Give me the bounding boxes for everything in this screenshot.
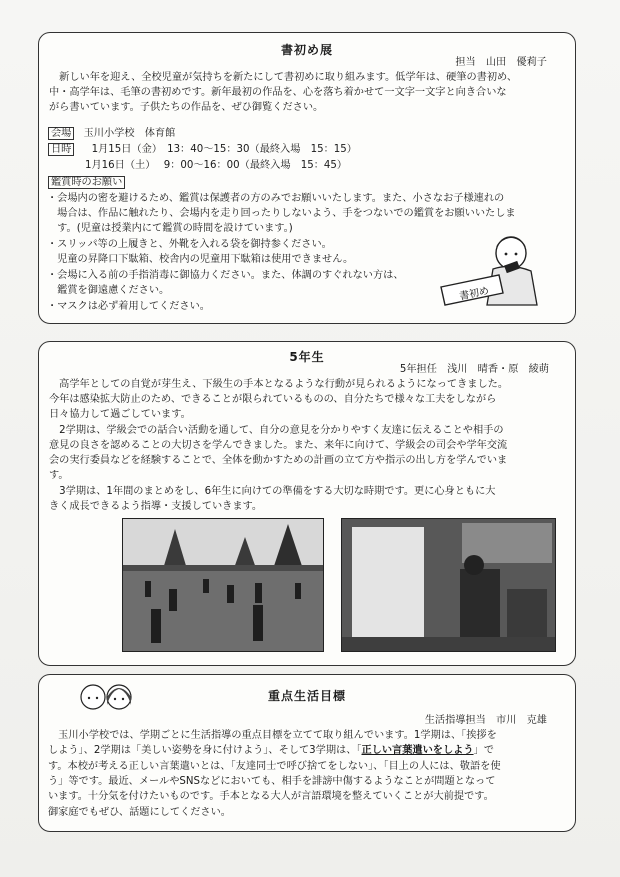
- grade5-paragraph-line: 3学期は、1年間のまとめをし、6年生に向けての準備をする大切な時期です。更に心身ともに大: [49, 486, 496, 497]
- note-line: す。(児童は授業内にて鑑賞の時間を設けています。): [47, 223, 293, 234]
- life-goals-line-2a: しよう」、2学期は「美しい姿勢を身に付けよう」、そして3学期は、「: [48, 745, 362, 756]
- notice-row: [48, 175, 125, 190]
- schoolyard-photo: [122, 518, 324, 652]
- calligraphy-teacher: 担当 山田 優莉子: [455, 57, 547, 68]
- grade5-paragraph-line: 今年は感染拡大防止のため、できることが限られているものの、自分たちで様々な工夫をしながら: [49, 394, 497, 405]
- note-line: ・スリッパ等の上履きと、外靴を入れる袋を御持参ください。: [47, 239, 332, 250]
- life-goals-line: う」等です。最近、メールやSNSなどにおいても、相手を誹謗中傷するようなことが問題となって: [48, 776, 496, 787]
- datetime-label: 日時: [48, 143, 74, 156]
- life-goals-line-2: [48, 743, 494, 758]
- grade5-section: [38, 341, 576, 666]
- life-goals-line: 御家庭でもぜひ、話題にしてください。: [48, 807, 231, 818]
- grade5-teachers: 5年担任 浅川 晴香・原 綾萌: [399, 364, 549, 375]
- calligraphy-title: 書初め展: [280, 43, 333, 57]
- note-line: ・マスクは必ず着用してください。: [47, 301, 210, 312]
- life-goals-section: [38, 674, 576, 832]
- life-goals-teacher: 生活指導担当 市川 克雄: [424, 715, 547, 726]
- grade5-paragraph-line: きく成長できるよう指導・支援していきます。: [49, 501, 263, 512]
- grade5-paragraph-line: 高学年としての自覚が芽生え、下級生の手本となるような行動が見られるようになってきました。: [49, 379, 509, 390]
- classroom-photo: [341, 518, 556, 652]
- notice-label: 鑑賞時のお願い: [48, 176, 125, 189]
- life-goals-line: 玉川小学校では、学期ごとに生活指導の重点目標を立てて取り組んでいます。1学期は、「挨拶を: [48, 730, 497, 741]
- calligraphy-child-illustration: [437, 223, 555, 315]
- date-row-1: [48, 142, 357, 157]
- venue-value: 玉川小学校 体育館: [83, 128, 176, 139]
- grade5-paragraph-line: 2学期は、学級会での話合い活動を通して、自分の意見を分かりやすく友達に伝えることや相手の: [49, 425, 504, 436]
- grade5-paragraph-line: す。: [49, 470, 69, 481]
- note-line: 児童の昇降口下駄箱、校舎内の児童用下駄箱は使用できません。: [47, 254, 354, 265]
- illustration-caption: 書初め: [458, 285, 491, 303]
- grade5-paragraph-line: 意見の良さを認めることの大切さを学んできました。また、来年に向けて、学級会の司会や学年交流: [49, 440, 508, 451]
- note-line: ・会場に入る前の手指消毒に御協力ください。また、体調のすぐれない方は、: [47, 270, 404, 281]
- venue-row: [48, 126, 175, 141]
- calligraphy-intro-line: 新しい年を迎え、全校児童が気持ちを新たにして書初めに取り組みます。低学年は、硬筆の書初め、: [49, 72, 518, 83]
- life-goals-line: す。本校が考える正しい言葉遣いとは、「友達同士で呼び捨てをしない」、「目上の人には、敬語を使: [48, 761, 501, 772]
- note-line: 鑑賞を御遠慮ください。: [47, 285, 170, 296]
- life-goals-line-2b: 」で: [473, 745, 494, 756]
- life-goals-line: います。十分気を付けたいものです。手本となる大人が言語環境を整えていくことが大前提です。: [48, 791, 494, 802]
- grade5-paragraph-line: 日々協力して過ごしています。: [49, 409, 191, 420]
- note-line: 場合は、作品に触れたり、会場内を走り回ったりしないよう、手をつないでの鑑賞をお願いいたしま: [47, 208, 516, 219]
- date-2: 1月16日（土） 9：00～16：00（最終入場 15：45）: [85, 160, 348, 171]
- note-line: ・会場内の密を避けるため、鑑賞は保護者の方のみでお願いいたします。また、小さなお子様連れの: [47, 193, 505, 204]
- calligraphy-intro-line: がら書いています。子供たちの作品を、ぜひ御覧ください。: [49, 102, 324, 113]
- venue-label: 会場: [48, 127, 74, 140]
- calligraphy-exhibition-section: [38, 32, 576, 324]
- third-term-goal: 正しい言葉遣いをしよう: [361, 745, 474, 756]
- life-goals-title: 重点生活目標: [267, 689, 346, 703]
- grade5-title: 5年生: [289, 350, 325, 364]
- grade5-paragraph-line: 会の実行委員などを経験することで、全体を動かすための計画の立て方や指示の出し方を学んでいま: [49, 455, 508, 466]
- date-1: 1月15日（金） 13：40～15：30（最終入場 15：15）: [91, 144, 357, 155]
- calligraphy-intro-line: 中・高学年は、毛筆の書初めです。新年最初の作品を、心を落ち着かせて一文字一文字と向き合いな: [49, 87, 507, 98]
